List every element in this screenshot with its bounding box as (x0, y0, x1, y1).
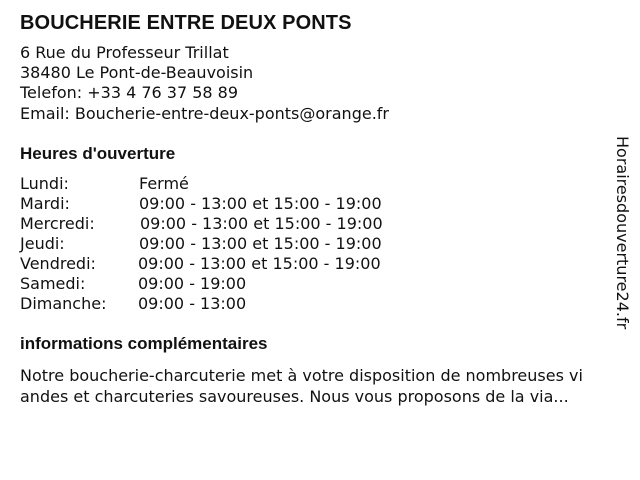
additional-info-text (20, 365, 632, 407)
day-hours: 09:00 - 13:00 et 15:00 - 19:00 (138, 254, 381, 273)
day-hours: 09:00 - 13:00 et 15:00 - 19:00 (140, 214, 383, 233)
description-line: Notre boucherie-charcuterie met à votre disposition de nombreuses vi (20, 366, 583, 385)
city-address: 38480 Le Pont-de-Beauvoisin (20, 63, 254, 83)
phone-number[interactable]: Telefon: +33 4 76 37 58 89 (20, 83, 239, 103)
additional-info-heading: informations complémentaires (20, 334, 268, 353)
street-address: 6 Rue du Professeur Trillat (20, 43, 229, 62)
day-label: Dimanche: (20, 294, 107, 313)
day-hours: 09:00 - 19:00 (138, 274, 247, 293)
description-line: andes et charcuteries savoureuses. Nous vous proposons de la via... (20, 387, 569, 406)
business-name: BOUCHERIE ENTRE DEUX PONTS (20, 12, 352, 34)
day-label: Vendredi: (20, 254, 96, 273)
day-label: Jeudi: (20, 234, 65, 253)
contact-block (20, 43, 389, 124)
day-label: Samedi: (20, 274, 86, 293)
opening-hours-heading: Heures d'ouverture (20, 144, 176, 163)
day-label: Lundi: (20, 174, 69, 193)
day-label: Mardi: (20, 194, 70, 213)
day-hours: Fermé (139, 174, 189, 193)
day-label: Mercredi: (20, 214, 95, 233)
day-hours: 09:00 - 13:00 (138, 294, 247, 313)
day-hours: 09:00 - 13:00 et 15:00 - 19:00 (139, 234, 382, 253)
day-hours: 09:00 - 13:00 et 15:00 - 19:00 (139, 194, 382, 213)
site-watermark: Horairesdouverture24.fr (613, 136, 632, 330)
email-address[interactable]: Email: Boucherie-entre-deux-ponts@orange.fr (20, 103, 389, 123)
